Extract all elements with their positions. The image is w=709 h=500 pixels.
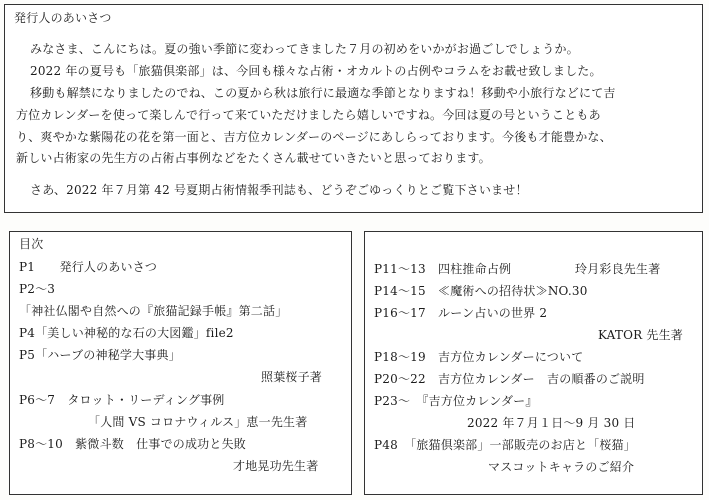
toc-entry: 「神社仏閣や自然への『旅猫記録手帳』第二話」 [19,304,288,318]
toc-author: 才地晃功先生著 [233,459,319,473]
greeting-line: り、爽やかな紫陽花の花を第一面と、吉方位カレンダーのページにあしらっております。今後も才能豊かな、 [16,130,612,144]
toc-entry: P48 「旅猫倶楽部」一部販売のお店と「桜猫」 [374,438,636,452]
greeting-line: 移動も解禁になりましたのでね、この夏から秋は旅行に最適な季節となりますね！移動や小旅行などにて吉 [30,86,616,100]
toc-entry: P5「ハーブの神秘学大事典」 [19,348,181,362]
toc-entry: P20～22 吉方位カレンダー 吉の順番のご説明 [374,372,645,386]
greeting-line: 新しい占術家の先生方の占術占事例などをたくさん載せていきたいと思っております。 [16,151,491,165]
toc-heading: 目次 [19,237,44,251]
greeting-line: さあ、2022 年７月第 42 号夏期占術情報季刊誌も、どうぞごゆっくりとご覧下さいませ！ [30,183,528,197]
toc-entry: P2～3 [19,282,56,296]
toc-entry: P18～19 吉方位カレンダーについて [374,350,584,364]
toc-entry: P4「美しい神秘的な石の大図鑑」file2 [19,326,234,340]
toc-entry: P23～ 『吉方位カレンダー』 [374,394,538,408]
toc-author: 照葉桜子著 [261,370,323,384]
toc-entry: P1 発行人のあいさつ [19,260,158,274]
toc-right-box [364,231,703,495]
toc-entry: P8～10 紫微斗数 仕事での成功と失敗 [19,437,246,451]
toc-left-box [9,231,352,495]
greeting-title: 発行人のあいさつ [14,11,112,25]
toc-entry: P11～13 四柱推命占例 [374,262,512,276]
greeting-box [4,4,703,213]
toc-entry: P14～15 ≪魔術への招待状≫NO.30 [374,284,588,298]
greeting-line: 方位カレンダーを使って楽しんで行って来ていただけましたら嬉しいですね。今回は夏の号ということもあ [16,108,601,122]
toc-entry: 「人間 VS コロナウィルス」恵一先生著 [88,415,308,429]
toc-entry: P6～7 タロット・リーディング事例 [19,393,225,407]
greeting-line: 2022 年の夏号も「旅猫倶楽部」は、今回も様々な占術・オカルトの占例やコラムをお載せ致しました。 [30,64,602,78]
toc-author: KATOR 先生著 [598,328,683,342]
greeting-line: みなさま、こんにちは。夏の強い季節に変わってきました７月の初めをいかがお過ごしでしょうか。 [30,42,579,56]
toc-date-range: 2022 年７月１日～9 月 30 日 [467,416,636,430]
toc-entry: マスコットキャラのご紹介 [488,460,635,474]
toc-author: 玲月彩良先生著 [575,262,661,276]
toc-entry: P16～17 ルーン占いの世界 2 [374,306,548,320]
